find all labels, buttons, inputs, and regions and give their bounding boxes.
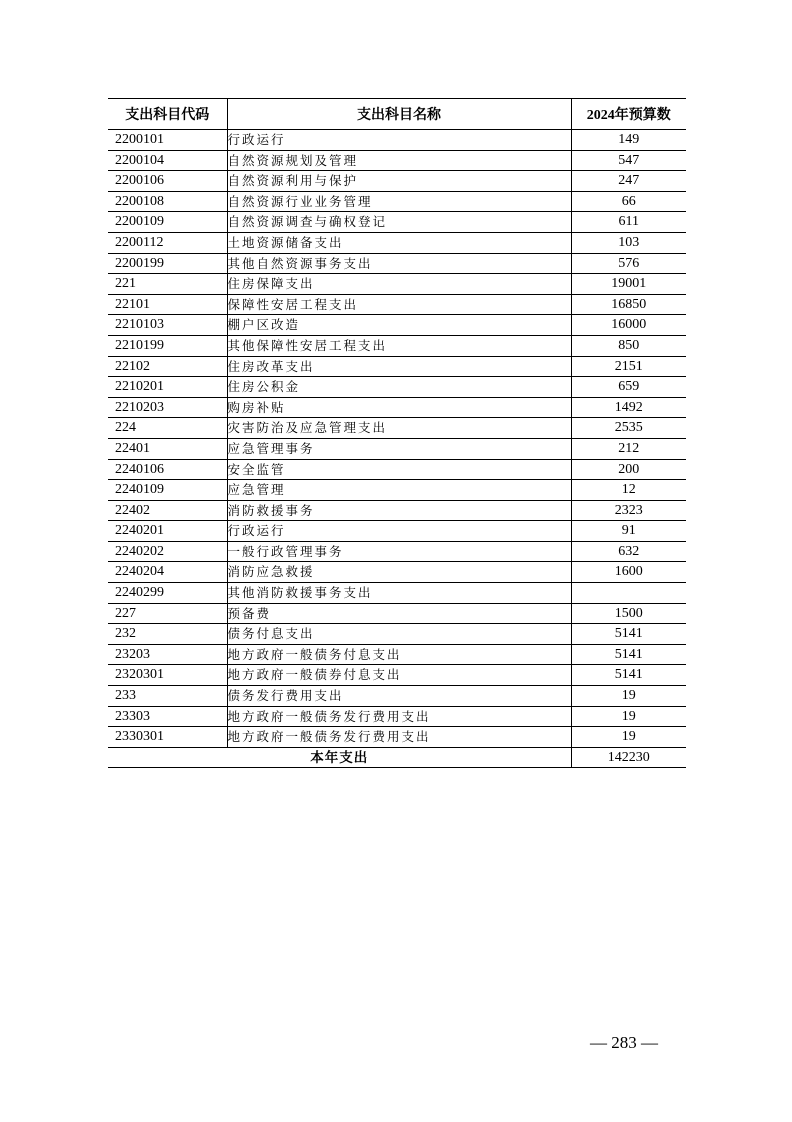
table-row xyxy=(108,356,686,377)
table-row xyxy=(108,212,686,233)
row-amount: 611 xyxy=(571,212,686,233)
row-code: 2240201 xyxy=(108,521,227,542)
row-name: 消防救援事务 xyxy=(227,500,571,521)
row-name: 住房保障支出 xyxy=(227,274,571,295)
row-code: 2200108 xyxy=(108,191,227,212)
header-code: 支出科目代码 xyxy=(108,99,227,130)
table-row xyxy=(108,603,686,624)
row-code: 224 xyxy=(108,418,227,439)
row-amount: 1500 xyxy=(571,603,686,624)
row-amount: 212 xyxy=(571,438,686,459)
row-amount: 66 xyxy=(571,191,686,212)
row-amount: 247 xyxy=(571,171,686,192)
row-code: 2200112 xyxy=(108,232,227,253)
row-code: 2240109 xyxy=(108,480,227,501)
row-code: 233 xyxy=(108,686,227,707)
row-name: 安全监管 xyxy=(227,459,571,480)
row-name: 自然资源规划及管理 xyxy=(227,150,571,171)
row-amount: 5141 xyxy=(571,624,686,645)
row-amount: 632 xyxy=(571,541,686,562)
row-name: 地方政府一般债务发行费用支出 xyxy=(227,706,571,727)
row-amount xyxy=(571,583,686,604)
row-amount: 1492 xyxy=(571,397,686,418)
row-amount: 91 xyxy=(571,521,686,542)
row-amount: 16850 xyxy=(571,294,686,315)
table-row xyxy=(108,480,686,501)
table-row xyxy=(108,377,686,398)
row-name: 住房改革支出 xyxy=(227,356,571,377)
row-amount: 5141 xyxy=(571,665,686,686)
row-amount: 2151 xyxy=(571,356,686,377)
row-amount: 2323 xyxy=(571,500,686,521)
row-amount: 19 xyxy=(571,686,686,707)
row-code: 227 xyxy=(108,603,227,624)
row-code: 2240202 xyxy=(108,541,227,562)
row-code: 22402 xyxy=(108,500,227,521)
table-row xyxy=(108,294,686,315)
header-amount: 2024年预算数 xyxy=(571,99,686,130)
row-name: 债务发行费用支出 xyxy=(227,686,571,707)
row-name: 住房公积金 xyxy=(227,377,571,398)
table-row xyxy=(108,191,686,212)
table-row xyxy=(108,624,686,645)
row-name: 其他消防救援事务支出 xyxy=(227,583,571,604)
table-row xyxy=(108,583,686,604)
table-row xyxy=(108,459,686,480)
table-row xyxy=(108,253,686,274)
row-amount: 149 xyxy=(571,130,686,151)
table-row xyxy=(108,418,686,439)
row-amount: 12 xyxy=(571,480,686,501)
table-body xyxy=(108,130,686,748)
table-row xyxy=(108,130,686,151)
total-label: 本年支出 xyxy=(108,747,571,768)
page-number: — 283 — xyxy=(590,1033,658,1052)
row-name: 保障性安居工程支出 xyxy=(227,294,571,315)
row-code: 2200106 xyxy=(108,171,227,192)
row-amount: 659 xyxy=(571,377,686,398)
row-name: 一般行政管理事务 xyxy=(227,541,571,562)
table-row xyxy=(108,335,686,356)
table-row xyxy=(108,644,686,665)
total-row xyxy=(108,747,686,768)
table-row xyxy=(108,438,686,459)
row-name: 预备费 xyxy=(227,603,571,624)
row-name: 地方政府一般债务付息支出 xyxy=(227,644,571,665)
row-amount: 19 xyxy=(571,727,686,748)
row-code: 22101 xyxy=(108,294,227,315)
row-amount: 850 xyxy=(571,335,686,356)
row-name: 其他自然资源事务支出 xyxy=(227,253,571,274)
table-row xyxy=(108,150,686,171)
row-name: 自然资源行业业务管理 xyxy=(227,191,571,212)
row-name: 行政运行 xyxy=(227,521,571,542)
row-code: 2320301 xyxy=(108,665,227,686)
row-name: 债务付息支出 xyxy=(227,624,571,645)
row-amount: 19001 xyxy=(571,274,686,295)
row-code: 2200109 xyxy=(108,212,227,233)
table-row xyxy=(108,686,686,707)
row-amount: 1600 xyxy=(571,562,686,583)
row-code: 2200199 xyxy=(108,253,227,274)
row-name: 土地资源储备支出 xyxy=(227,232,571,253)
row-name: 地方政府一般债券付息支出 xyxy=(227,665,571,686)
table-row xyxy=(108,521,686,542)
row-name: 自然资源利用与保护 xyxy=(227,171,571,192)
row-name: 灾害防治及应急管理支出 xyxy=(227,418,571,439)
row-amount: 16000 xyxy=(571,315,686,336)
table-row xyxy=(108,397,686,418)
row-code: 2210199 xyxy=(108,335,227,356)
row-code: 2240299 xyxy=(108,583,227,604)
row-code: 2200101 xyxy=(108,130,227,151)
table-row xyxy=(108,727,686,748)
row-code: 22102 xyxy=(108,356,227,377)
row-amount: 576 xyxy=(571,253,686,274)
table-row xyxy=(108,500,686,521)
table-row xyxy=(108,171,686,192)
row-name: 行政运行 xyxy=(227,130,571,151)
total-amount: 142230 xyxy=(571,747,686,768)
row-name: 购房补贴 xyxy=(227,397,571,418)
row-name: 自然资源调查与确权登记 xyxy=(227,212,571,233)
row-code: 2240106 xyxy=(108,459,227,480)
row-amount: 547 xyxy=(571,150,686,171)
table-row xyxy=(108,562,686,583)
table-row xyxy=(108,706,686,727)
table-row xyxy=(108,232,686,253)
row-name: 其他保障性安居工程支出 xyxy=(227,335,571,356)
row-code: 2210203 xyxy=(108,397,227,418)
row-amount: 19 xyxy=(571,706,686,727)
row-name: 地方政府一般债务发行费用支出 xyxy=(227,727,571,748)
header-name: 支出科目名称 xyxy=(227,99,571,130)
row-name: 消防应急救援 xyxy=(227,562,571,583)
table-row xyxy=(108,315,686,336)
row-code: 2210201 xyxy=(108,377,227,398)
row-amount: 5141 xyxy=(571,644,686,665)
row-amount: 200 xyxy=(571,459,686,480)
row-code: 2330301 xyxy=(108,727,227,748)
table-row xyxy=(108,274,686,295)
row-name: 应急管理 xyxy=(227,480,571,501)
row-code: 22401 xyxy=(108,438,227,459)
row-code: 232 xyxy=(108,624,227,645)
table-header-row xyxy=(108,99,686,130)
row-name: 棚户区改造 xyxy=(227,315,571,336)
row-code: 23303 xyxy=(108,706,227,727)
row-amount: 103 xyxy=(571,232,686,253)
row-name: 应急管理事务 xyxy=(227,438,571,459)
row-code: 2200104 xyxy=(108,150,227,171)
row-amount: 2535 xyxy=(571,418,686,439)
budget-table xyxy=(108,98,686,768)
table-row xyxy=(108,541,686,562)
row-code: 23203 xyxy=(108,644,227,665)
row-code: 221 xyxy=(108,274,227,295)
table-row xyxy=(108,665,686,686)
row-code: 2240204 xyxy=(108,562,227,583)
row-code: 2210103 xyxy=(108,315,227,336)
